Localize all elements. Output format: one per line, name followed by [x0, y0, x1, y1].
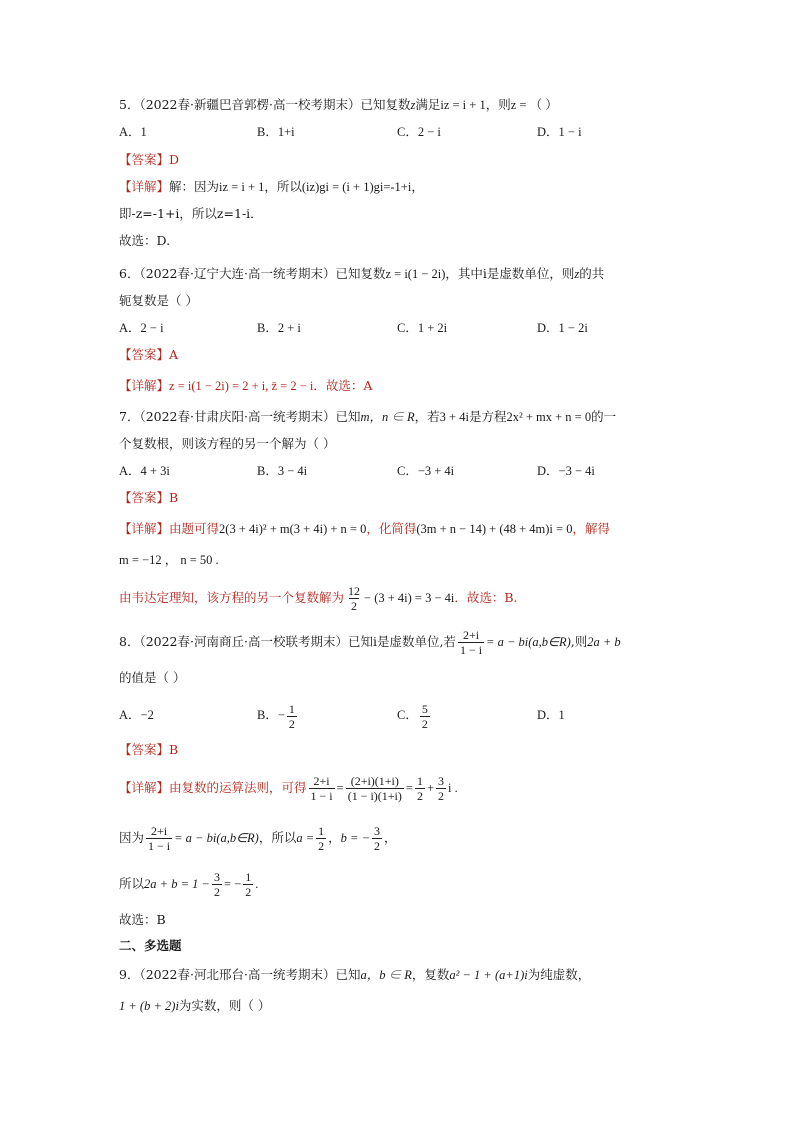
q8-d-frac4	[436, 774, 446, 803]
q7-detail-line3-c: ．故选：B.	[454, 590, 518, 605]
q7-detail-a: 由题可得	[169, 521, 220, 536]
q8-option-b	[257, 697, 299, 733]
q8-line2-frac-a-num: 1	[318, 824, 325, 838]
q5-detail-eq2: (iz)gi = (i + 1)gi=-1+i	[301, 180, 412, 194]
q7-stem-eq: 2x² + mx + n = 0	[506, 410, 592, 424]
q8-line3-frac1	[212, 870, 222, 899]
q8-d-eq2: =	[405, 781, 413, 795]
q8-stem-eq: = a − bi(a,b∈R)	[486, 635, 571, 649]
q8-line2-frac-num: 2+i	[151, 824, 168, 838]
q6-stem-line2: 轭复数是（ ）	[119, 293, 198, 308]
q8-line2-eq: = a − bi(a,b∈R)	[174, 831, 259, 845]
q8-d-frac4-den: 2	[438, 789, 445, 803]
q7-detail-line3-a: 由韦达定理知，该方程的另一个复数解为	[119, 590, 345, 605]
q5-detail-line1	[119, 178, 424, 196]
q7-answer: 【答案】B	[119, 490, 179, 505]
q8-d-frac3-den: 2	[416, 789, 423, 803]
q8-line3-frac2	[243, 870, 253, 899]
q8-d-frac1-num: 2+i	[313, 774, 330, 788]
q8-option-b-den: 2	[288, 716, 295, 731]
q9-line2-eq: 1 + (b + 2)i	[119, 999, 179, 1013]
q8-line3-eq: 2a + b = 1 −	[144, 877, 210, 891]
q5-detail-eq1: iz = i + 1	[219, 180, 265, 194]
q8-line3-frac1-num: 3	[213, 870, 220, 884]
q7-option-c: C．−3 + 4i	[397, 464, 455, 478]
q5-stem-c: ，则	[485, 97, 511, 112]
q6-option-c: C．1 + 2i	[397, 321, 448, 335]
q8-option-c	[397, 697, 432, 733]
q8-d-frac1-den: 1 − i	[310, 789, 333, 803]
q5-option-b: B．1+i	[257, 125, 295, 139]
q7-stem-b: ，若	[414, 409, 440, 424]
q7-detail-line3	[119, 580, 518, 616]
section-heading: 二、多选题	[119, 938, 182, 953]
q7-stem-line2: 个复数根，则该方程的另一个解为（ ）	[119, 436, 336, 451]
q6-detail-tail: ．故选：A	[313, 378, 373, 393]
q5-detail-c: ，	[411, 179, 424, 194]
q8-line2-frac-b-den: 2	[374, 839, 381, 853]
q7-option-b: B．3 − 4i	[257, 464, 308, 478]
q9-stem-vars: a，b ∈ R	[360, 968, 412, 982]
q9-stem-a: 9．（2022春·河北邢台·高一统考期末）已知	[119, 967, 361, 982]
q7-stem-root: 3 + 4i	[439, 410, 469, 424]
q7-stem-vars: m，n ∈ R	[360, 410, 415, 424]
q8-line2-frac-den: 1 − i	[148, 839, 171, 853]
q7-stem-d: 的一	[591, 409, 617, 424]
q7-detail-line2: m = −12 ， n = 50 .	[119, 553, 219, 567]
q8-d-eq1: =	[336, 781, 344, 795]
q6-option-a: A．2 − i	[119, 321, 164, 335]
q8-conclusion: 故选：B	[119, 912, 166, 927]
q8-option-a: A．−2	[119, 708, 154, 722]
q8-line2-frac-b-num: 3	[374, 824, 381, 838]
q7-frac-num: 12	[348, 584, 361, 598]
q5-option-a: A．1	[119, 125, 147, 139]
q8-detail-label: 【详解】	[119, 780, 170, 795]
q8-option-b-label: B．−	[257, 708, 285, 722]
q6-stem	[119, 265, 604, 283]
q6-stem-a: 6．（2022春·辽宁大连·高一统考期末）已知复数	[119, 266, 386, 281]
q8-line2-b: ，所以	[258, 830, 297, 845]
q8-d-plus: +	[426, 781, 435, 795]
q8-line2-f: ，	[384, 830, 397, 845]
q7-stem-a: 7．（2022春·甘肃庆阳·高一统考期末）已知	[119, 409, 361, 424]
q8-d-frac2-den: (1 − i)(1+i)	[347, 789, 402, 803]
q7-stem	[119, 408, 616, 426]
q6-stem-eq: z = i(1 − 2i)	[385, 267, 446, 281]
q5-option-c: C．2 − i	[397, 125, 441, 139]
q8-option-c-frac	[420, 702, 430, 731]
q5-detail-b: ，所以	[264, 179, 302, 194]
q8-d-frac2-num: (2+i)(1+i)	[350, 774, 399, 788]
q7-option-d: D．−3 − 4i	[537, 464, 595, 478]
q7-detail-b: ，化简得	[366, 521, 417, 536]
q5-stem	[119, 96, 558, 114]
q5-option-d: D．1 − i	[537, 125, 582, 139]
q8-d-frac1	[309, 774, 335, 803]
q6-stem-b: ，其中i是虚数单位，则	[445, 266, 575, 281]
q7-option-a: A．4 + 3i	[119, 464, 170, 478]
q9-line2-b: 为实数，则（ ）	[178, 998, 271, 1013]
q8-option-c-num: 5	[421, 701, 428, 716]
q8-stem-line2: 的值是（ ）	[119, 670, 186, 685]
q8-line2-e: b = −	[340, 831, 371, 845]
q8-option-b-frac	[287, 702, 297, 731]
q8-line2-frac-a-den: 2	[318, 839, 325, 853]
q8-line2-frac-a	[316, 824, 326, 853]
q8-line3-end: .	[255, 877, 259, 891]
q8-stem	[119, 624, 621, 660]
q8-d-frac2	[346, 774, 404, 803]
q5-detail-line2: 即-z=-1+i，所以z=1-i．	[119, 206, 263, 221]
q8-detail-line3	[119, 866, 258, 902]
q5-conclusion: 故选：D.	[119, 233, 171, 248]
q8-d-frac4-num: 3	[438, 774, 445, 788]
q8-line3-frac1-den: 2	[213, 885, 220, 899]
q6-detail	[119, 377, 372, 395]
q8-option-d: D．1	[537, 708, 565, 722]
q7-detail-label: 【详解】	[119, 521, 170, 536]
q8-stem-a: 8．（2022春·河南商丘·高一校联考期末）已知i是虚数单位,若	[119, 634, 456, 649]
q7-detail-eq2: (3m + n − 14) + (48 + 4m)i = 0	[416, 522, 573, 536]
q5-var-z: z	[410, 98, 416, 112]
q5-stem-a: 5．（2022春·新疆巴音郭楞·高一校考期末）已知复数	[119, 97, 411, 112]
q7-detail-c: ，解得	[572, 521, 610, 536]
q8-line2-a: 因为	[119, 830, 145, 845]
q8-stem-num: 2+i	[462, 628, 480, 642]
q9-stem-line2	[119, 997, 270, 1015]
q6-answer: 【答案】A	[119, 347, 179, 362]
q7-frac	[346, 584, 362, 613]
q8-detail-line2	[119, 820, 397, 856]
q6-detail-label: 【详解】	[119, 378, 170, 393]
q6-option-b: B．2 + i	[257, 321, 301, 335]
q5-detail-label: 【详解】	[119, 179, 170, 194]
q8-stem-b: ,则	[570, 634, 588, 649]
q9-stem	[119, 966, 590, 984]
q8-line2-c: a =	[296, 831, 315, 845]
q9-stem-b: ，复数	[411, 967, 450, 982]
q6-detail-eq: z = i(1 − 2i) = 2 + i, z̄ = 2 − i	[169, 379, 314, 393]
q5-stem-d: z = （ ）	[510, 98, 558, 112]
q8-line2-frac	[146, 824, 172, 853]
q8-stem-den: 1 − i	[459, 643, 483, 657]
q8-line3-frac2-den: 2	[245, 885, 252, 899]
q8-answer: 【答案】B	[119, 742, 179, 757]
q9-stem-c: 为纯虚数，	[527, 967, 591, 982]
q8-option-c-den: 2	[421, 716, 428, 731]
q8-line3-frac2-num: 1	[245, 870, 252, 884]
q8-stem-c: 2a + b	[587, 635, 621, 649]
q8-line2-d: ，	[328, 830, 341, 845]
q9-stem-eq: a² − 1 + (a+1)i	[449, 968, 528, 982]
q8-detail-a: 由复数的运算法则，可得	[169, 780, 307, 795]
q8-line3-a: 所以	[119, 876, 145, 891]
q7-frac-den: 2	[351, 599, 358, 613]
q5-stem-b: 满足	[415, 97, 441, 112]
q7-detail-line3-b: − (3 + 4i) = 3 − 4i	[364, 591, 455, 605]
q5-detail-a: 解：因为	[169, 179, 220, 194]
q8-stem-frac	[458, 628, 484, 657]
q8-option-c-label: C．	[397, 708, 418, 722]
q7-detail-eq1: 2(3 + 4i)² + m(3 + 4i) + n = 0	[219, 522, 367, 536]
q5-stem-eq: iz = i + 1	[440, 98, 486, 112]
q5-answer: 【答案】D	[119, 152, 180, 167]
q6-stem-c: 的共	[579, 266, 605, 281]
q6-option-d: D．1 − 2i	[537, 321, 588, 335]
q8-line3-mid: = −	[223, 877, 242, 891]
q8-detail-line1	[119, 770, 458, 806]
q7-stem-c: 是方程	[468, 409, 507, 424]
q8-option-b-num: 1	[288, 701, 295, 716]
q8-d-frac3-num: 1	[416, 774, 423, 788]
q8-line2-frac-b	[372, 824, 382, 853]
q6-stem-var: z	[574, 267, 580, 281]
q8-d-tail: i .	[448, 781, 458, 795]
q7-detail-line1	[119, 520, 610, 538]
q8-d-frac3	[415, 774, 425, 803]
